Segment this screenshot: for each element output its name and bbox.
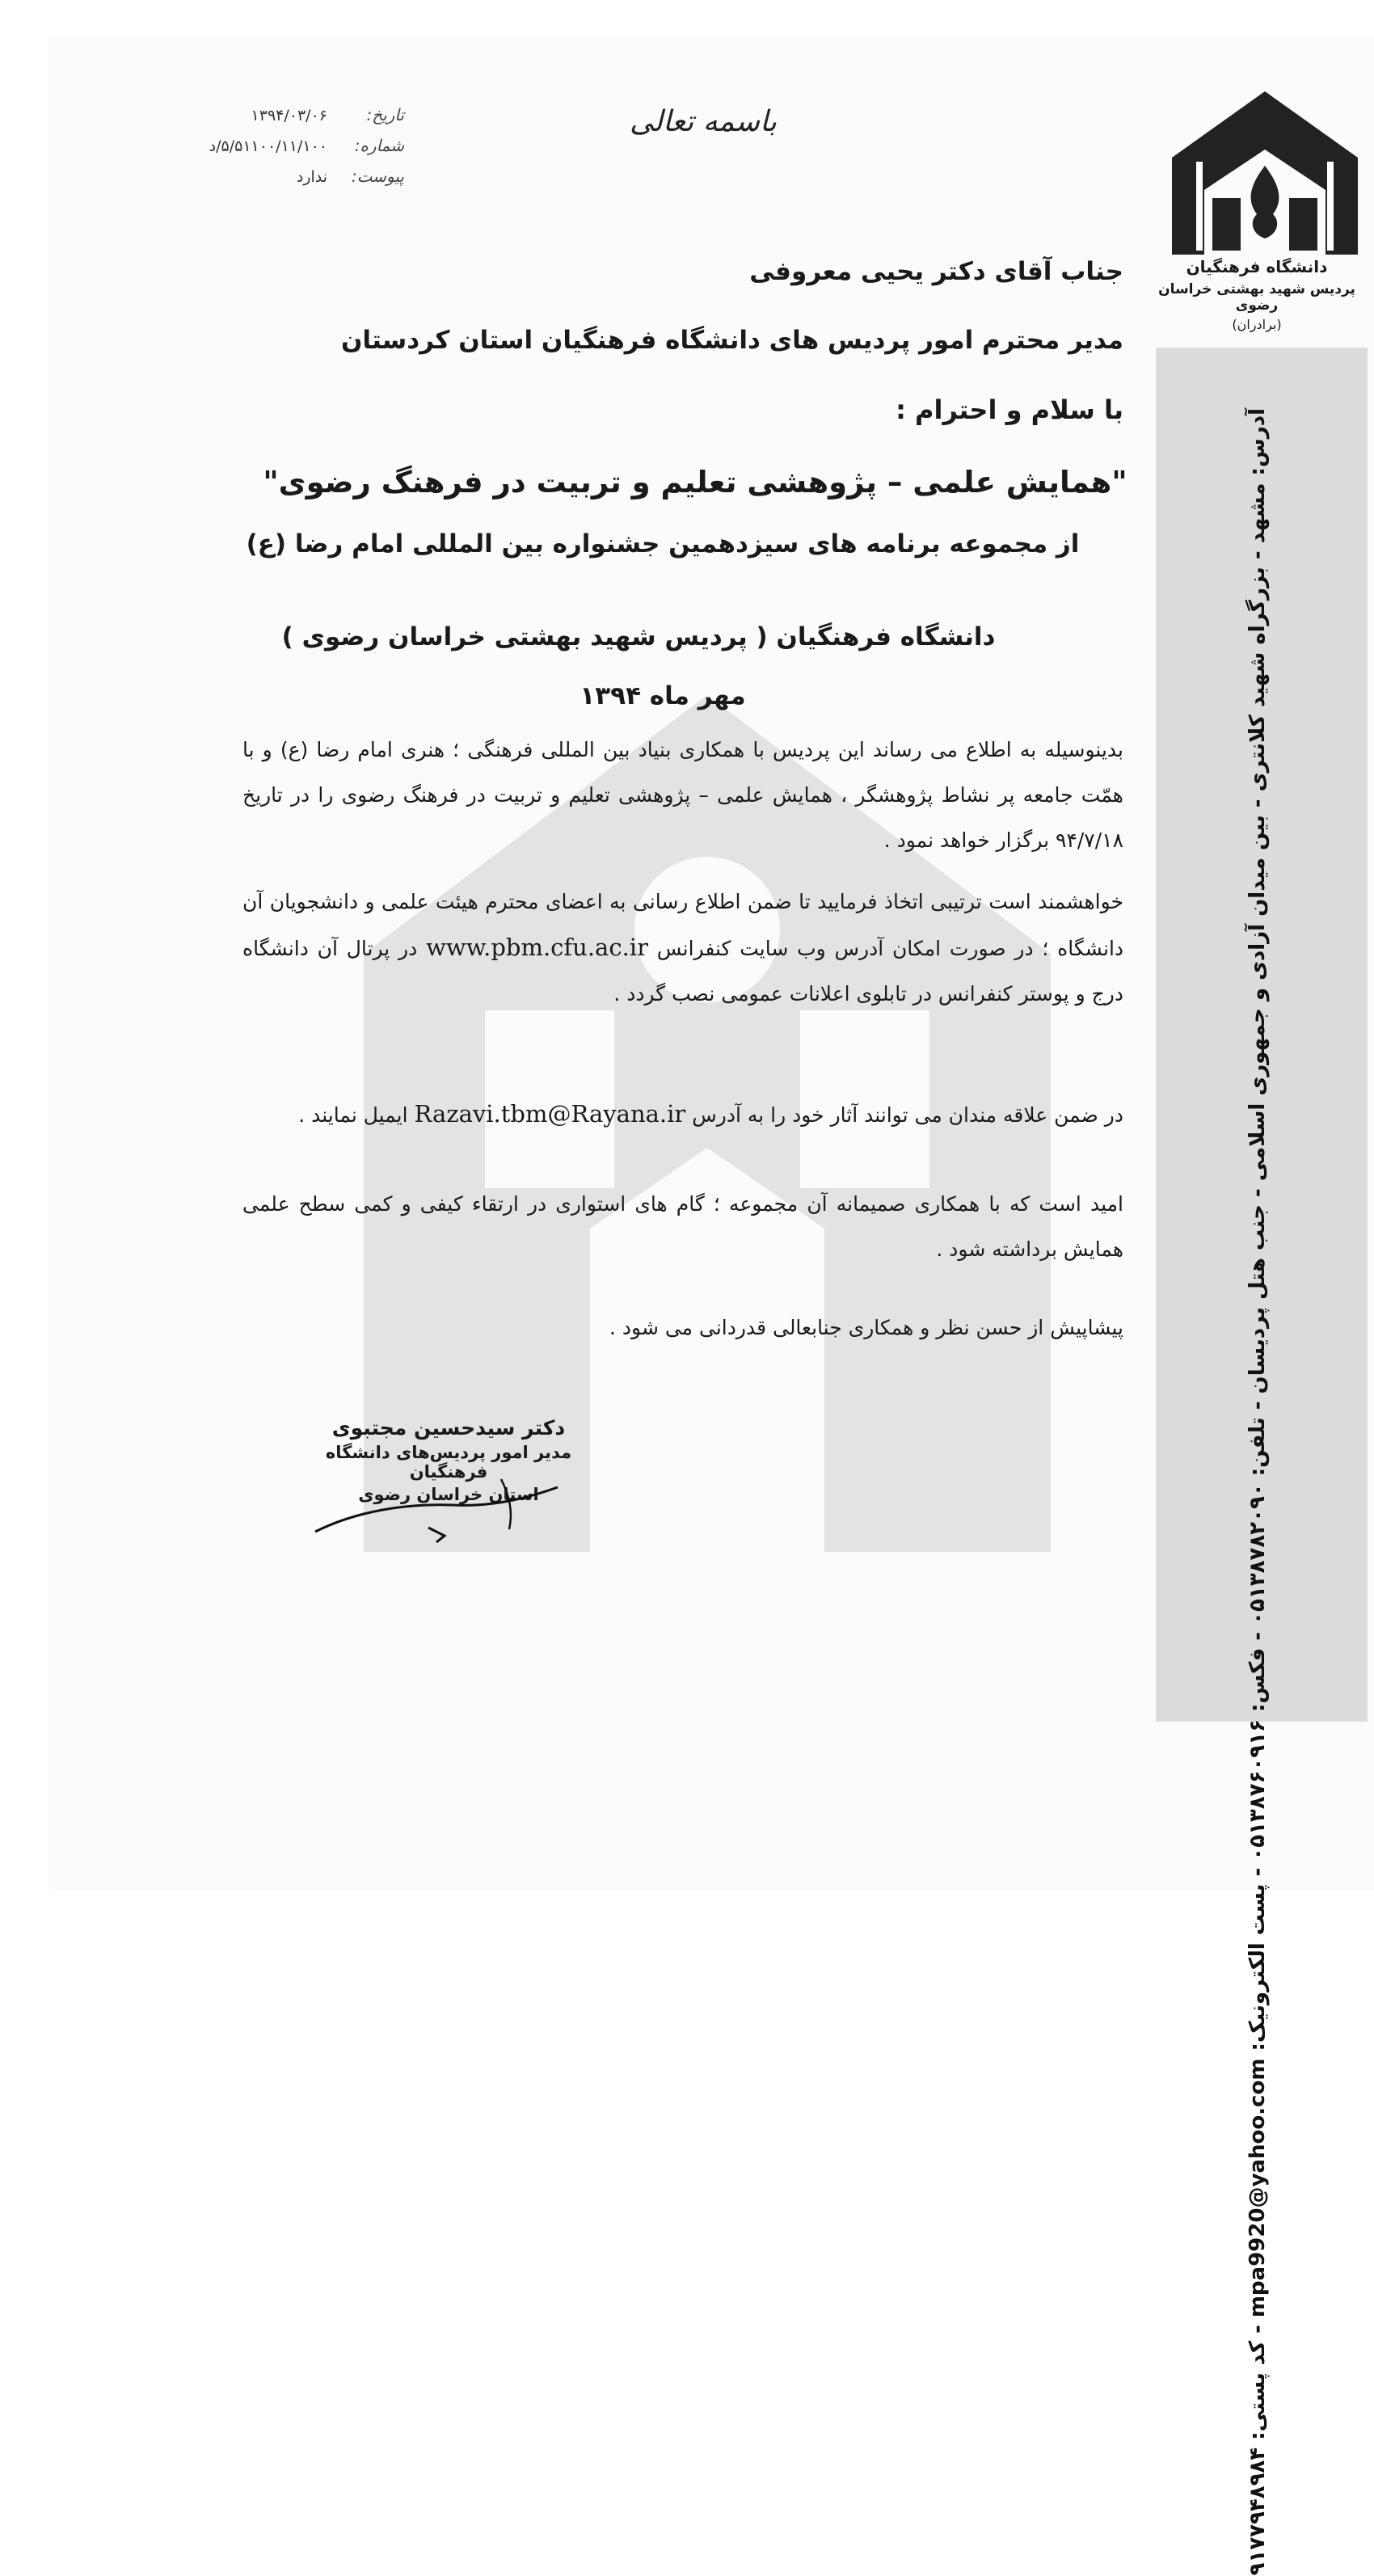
body-paragraph-2 <box>242 879 1123 1017</box>
paragraph-text-part: در ضمن علاقه مندان می توانند آثار خود را به آدرس <box>692 1103 1123 1127</box>
conference-subtitle: از مجموعه برنامه های سیزدهمین جشنواره بین المللی امام رضا (ع) <box>246 529 1080 559</box>
recipient-title: مدیر محترم امور پردیس های دانشگاه فرهنگیان استان کردستان <box>340 326 1123 355</box>
meta-date-value: ۱۳۹۴/۰۳/۰۶ <box>251 107 327 124</box>
logo-campus-type: (برادران) <box>1232 317 1282 332</box>
scan-top-margin <box>0 0 1374 36</box>
signatory-province: استان خراسان رضوی <box>358 1485 539 1504</box>
conference-date: مهر ماه ۱۳۹۴ <box>580 681 746 710</box>
letter-meta <box>178 105 404 197</box>
paragraph-text <box>242 1091 1123 1138</box>
paragraph-text: بدینوسیله به اطلاع می رساند این پردیس با همکاری بنیاد بین المللی فرهنگی ؛ هنری امام رضا (ع) و با همّت جامعه پر نشاط پژوهشگر ، همایش علمی – پژوهشی تعلیم و تربیت در فرهنگ رضوی را در تاریخ ۹۴/۷/۱۸ برگزار خواهد نمود . <box>242 738 1123 852</box>
contact-email: Razavi.tbm@Rayana.ir <box>414 1100 686 1128</box>
conference-title: "همایش علمی – پژوهشی تعلیم و تربیت در فرهنگ رضوی" <box>263 465 1127 500</box>
basmala: باسمه تعالی <box>629 105 778 138</box>
greeting: با سلام و احترام : <box>896 394 1123 425</box>
meta-number-label: شماره: <box>354 136 404 155</box>
body-paragraph-3 <box>242 1091 1123 1138</box>
paragraph-text <box>242 879 1123 1017</box>
meta-date-row <box>178 105 404 136</box>
handwritten-signature-icon <box>307 1455 574 1544</box>
logo-caption <box>1148 257 1366 332</box>
meta-attachment-row <box>178 167 404 197</box>
address-side-text: آدرس: مشهد - بزرگراه شهید کلانتری - بین میدان آزادی و جمهوری اسلامی - جنب هتل پردیسان - تلفن: ۰۵۱۳۸۷۸۲۰۹۰ - فکس: ۰۵۱۳۸۷۶۰۹۱۶ - پست الکترونیک: mpa9920@yahoo.com - کد پستی: ۹۱۷۷۹۴۸۹۸۴ <box>1245 408 1270 2576</box>
paragraph-text: پیشاپیش از حسن نظر و همکاری جنابعالی قدردانی می شود . <box>609 1316 1123 1339</box>
signatory-name: دکتر سیدحسین مجتبوی <box>331 1416 566 1440</box>
recipient-name: جناب آقای دکتر یحیی معروفی <box>749 257 1123 286</box>
paragraph-text: امید است که با همکاری صمیمانه آن مجموعه ؛ گام های استواری در ارتقاء کیفی و کمی سطح علمی همایش برداشته شود . <box>242 1192 1123 1261</box>
paragraph-text-part: خواهشمند است ترتیبی اتخاذ فرمایید تا ضمن اطلاع رسانی به اعضای محترم هیئت علمی و دانشجویان آن دانشگاه ؛ در صورت امکان آدرس وب سایت کنفرانس <box>242 890 1124 960</box>
body-paragraph-1 <box>242 727 1123 863</box>
signatory-title: مدیر امور پردیس‌های دانشگاه فرهنگیان <box>325 1443 572 1482</box>
paragraph-text-part: در پرتال آن دانشگاه درج و پوستر کنفرانس در تابلوی اعلانات عمومی نصب گردد . <box>242 937 1123 1006</box>
website-url: www.pbm.cfu.ac.ir <box>426 934 648 961</box>
logo-university-name: دانشگاه فرهنگیان <box>1186 257 1328 276</box>
scan-left-margin <box>0 0 48 1890</box>
conference-organizer: دانشگاه فرهنگیان ( پردیس شهید بهشتی خراسان رضوی ) <box>281 622 996 651</box>
meta-number-row <box>178 136 404 167</box>
meta-number-value: ۵/۵۱۱۰۰/۱۱/۱۰۰/د <box>209 137 327 155</box>
body-paragraph-5 <box>242 1305 1123 1351</box>
meta-date-label: تاریخ: <box>366 105 404 124</box>
body-paragraph-4 <box>242 1182 1123 1272</box>
meta-attachment-label: پیوست: <box>351 167 404 186</box>
meta-attachment-value: ندارد <box>296 168 327 186</box>
logo-campus-name: پردیس شهید بهشتی خراسان رضوی <box>1158 281 1355 314</box>
paragraph-text-part: ایمیل نمایند . <box>298 1103 408 1127</box>
